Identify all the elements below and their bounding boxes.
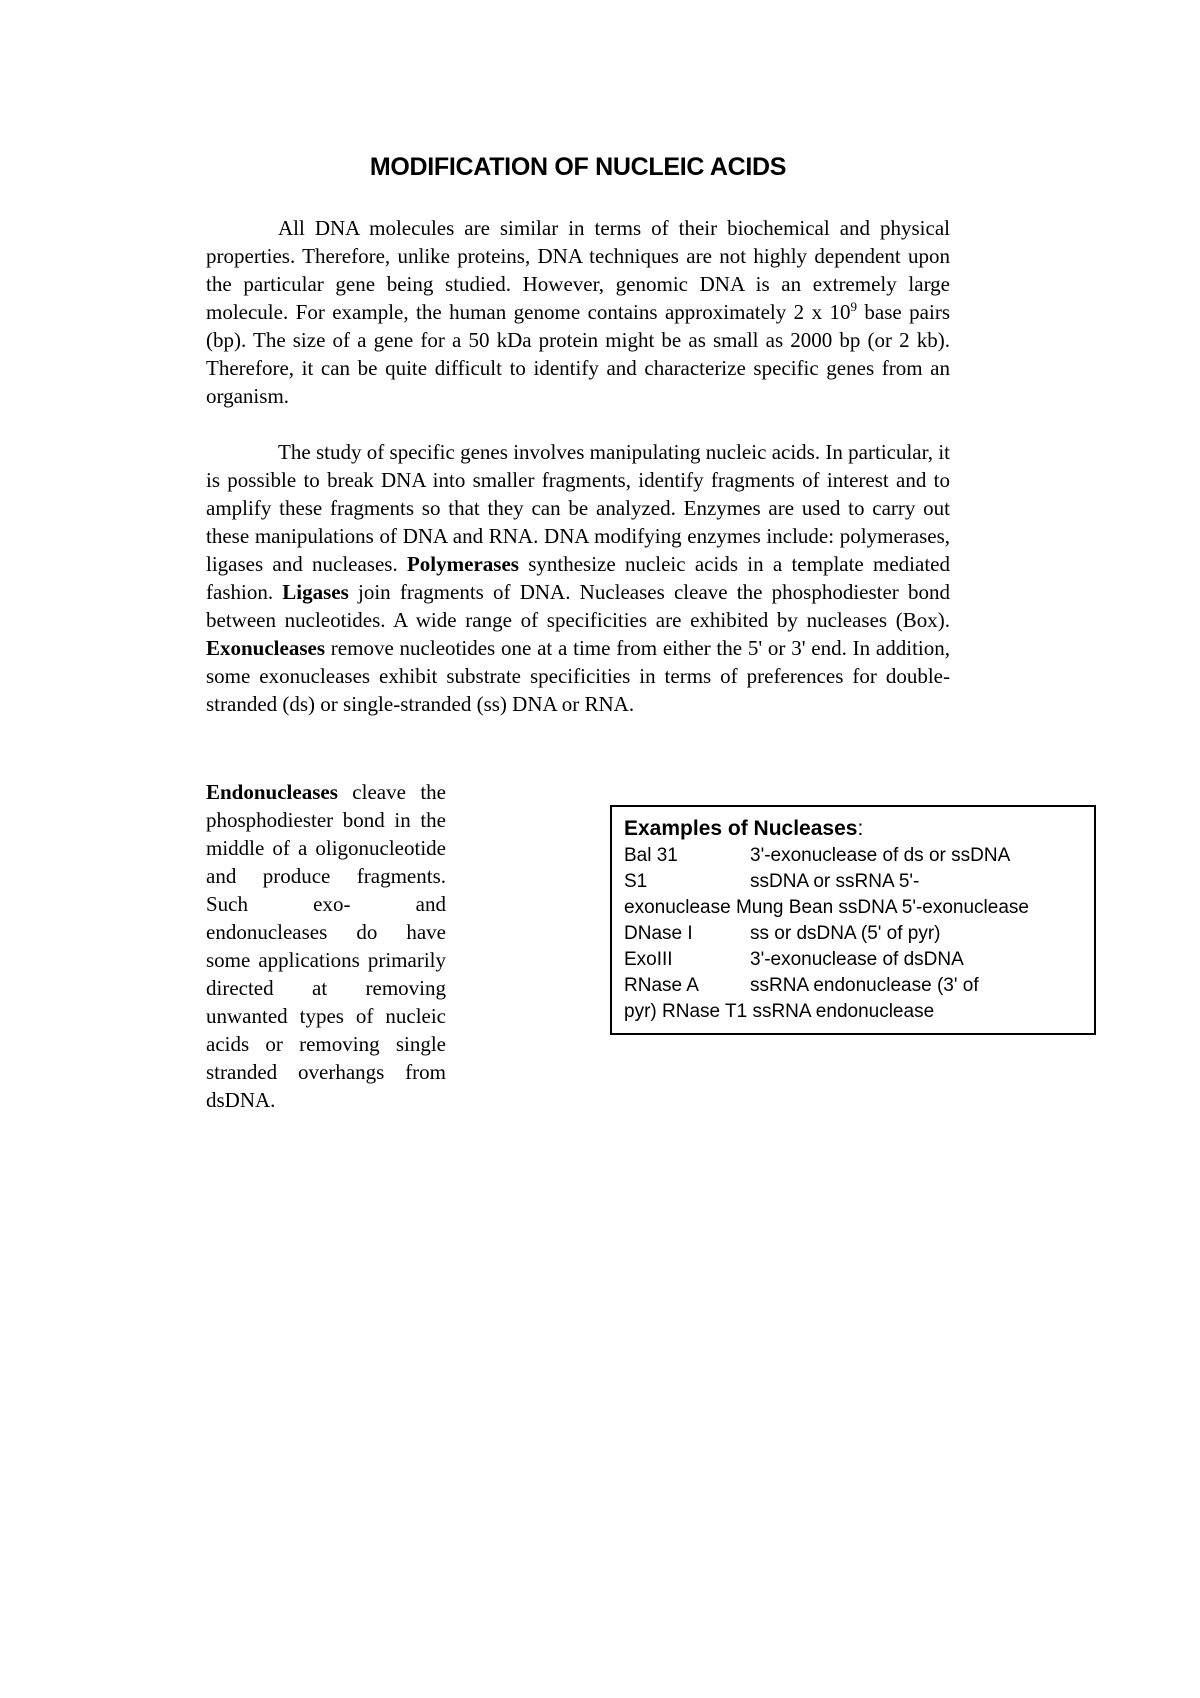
- paragraph-text: join fragments of DNA. Nucleases cleave the phosphodiester bond between nucleotides. A wide range of specificities are exhibited by nucleases (Box).: [206, 580, 950, 632]
- document-title: MODIFICATION OF NUCLEIC ACIDS: [369, 153, 787, 181]
- nuclease-row: [624, 947, 1084, 973]
- nuclease-row: [624, 843, 1084, 869]
- nuclease-description: ssDNA or ssRNA 5'-: [750, 871, 920, 892]
- nuclease-description: 3'-exonuclease of ds or ssDNA: [750, 845, 1011, 866]
- nuclease-name: DNase I: [624, 923, 693, 944]
- paragraph-endonucleases: [206, 778, 446, 1114]
- paragraph-text: All DNA molecules are similar in terms of their biochemical and physical properties. Therefore, unlike proteins, DNA techniques are not highly dependent upon the particular gene being studied. However, genomic DNA is an extremely large molecule. For example, the human genome contains approximately 2 x 10: [206, 216, 950, 324]
- term-ligases: Ligases: [282, 580, 349, 604]
- nucleases-examples-box: [610, 805, 1096, 1035]
- nuclease-name: S1: [624, 871, 648, 892]
- nuclease-description: ss or dsDNA (5' of pyr): [750, 923, 941, 944]
- paragraph-text: synthesize nucleic acids in a template mediated fashion.: [206, 552, 950, 604]
- nuclease-description: ssRNA endonuclease (3' of: [750, 975, 979, 996]
- paragraph-dna-properties: [206, 214, 950, 410]
- paragraph-text: cleave the phosphodiester bond in the middle of a oligonucleotide and produce fragments. Such exo- and endonucleases do have some applications primarily directed at removing unwanted types of nucleic acids or removing single stranded overhangs from dsDNA.: [206, 780, 446, 1112]
- paragraph-text: remove nucleotides one at a time from either the 5' or 3' end. In addition, some exonucleases exhibit substrate specificities in terms of preferences for double-stranded (ds) or single-stranded (ss) DNA or RNA.: [206, 636, 950, 716]
- nuclease-name: ExoIII: [624, 949, 673, 970]
- paragraph-enzymes: [206, 438, 950, 718]
- nuclease-row: [624, 921, 1084, 947]
- term-endonucleases: Endonucleases: [206, 780, 338, 804]
- nuclease-description: 3'-exonuclease of dsDNA: [750, 949, 964, 970]
- term-polymerases: Polymerases: [406, 552, 519, 576]
- box-title-text: Examples of Nucleases: [624, 817, 858, 840]
- nuclease-row: [624, 869, 1084, 895]
- paragraph-text: The study of specific genes involves manipulating nucleic acids. In particular, it is possible to break DNA into smaller fragments, identify fragments of interest and to amplify these fragments so that they can be analyzed. Enzymes are used to carry out these manipulations of DNA and RNA. DNA modifying enzymes include: polymerases, ligases and nucleases.: [206, 440, 950, 576]
- term-exonucleases: Exonucleases: [206, 636, 326, 660]
- nuclease-row-wrapped: pyr) RNase T1 ssRNA endonuclease: [624, 1001, 935, 1022]
- nuclease-row: [624, 973, 1084, 999]
- nuclease-row-wrapped: exonuclease Mung Bean ssDNA 5'-exonuclease: [624, 897, 1029, 918]
- box-title-colon: :: [857, 817, 864, 840]
- paragraph-text: base pairs (bp). The size of a gene for a 50 kDa protein might be as small as 2000 bp (or 2 kb). Therefore, it can be quite difficult to identify and characterize specific genes from an organism.: [206, 300, 950, 408]
- nuclease-name: Bal 31: [624, 845, 678, 866]
- superscript-exponent: 9: [850, 299, 858, 314]
- nuclease-name: RNase A: [624, 975, 699, 996]
- box-title: [624, 815, 1084, 843]
